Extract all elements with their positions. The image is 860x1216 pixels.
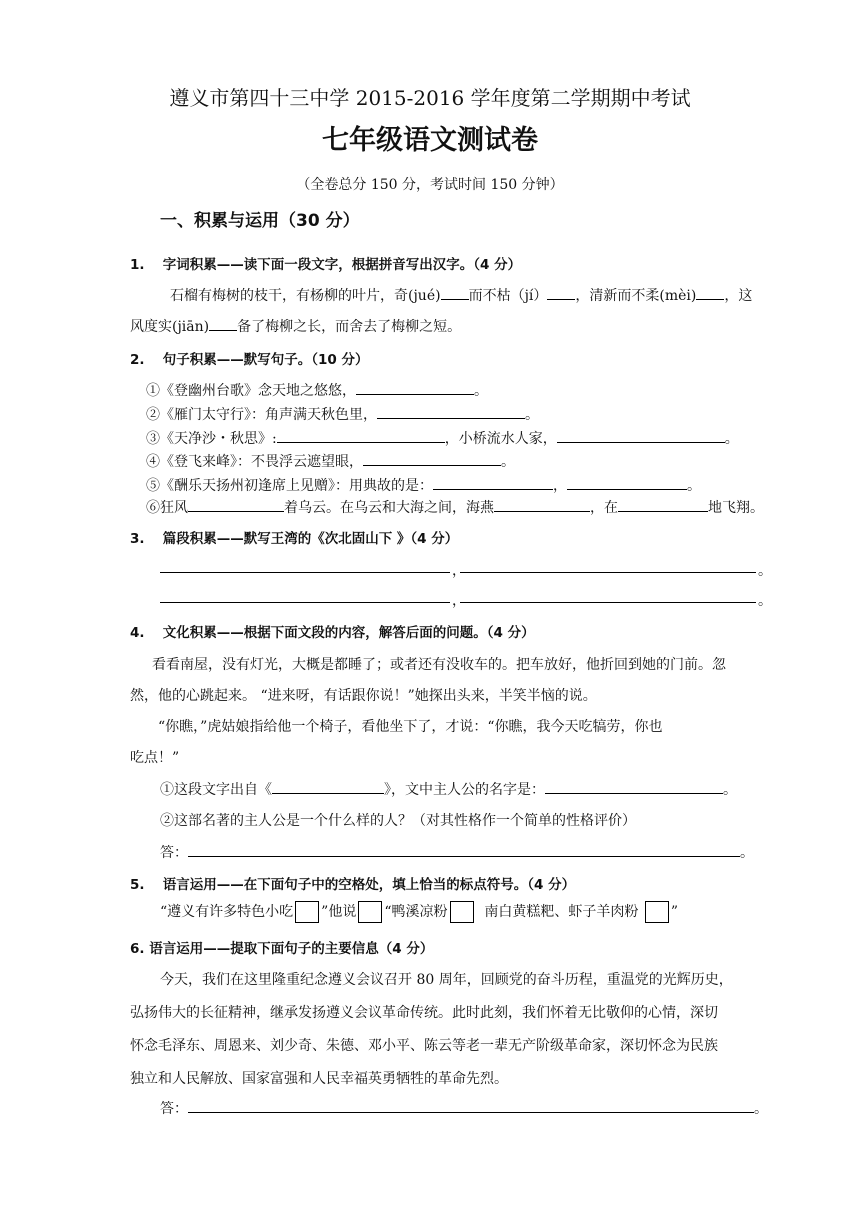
q1-text-d: ，这 — [724, 288, 753, 304]
q1-text-c: ，清新而不柔(mèi) — [575, 288, 697, 304]
answer-blank[interactable] — [545, 779, 723, 794]
answer-blank[interactable] — [567, 475, 687, 490]
q4-sub-2: ②这部名著的主人公是一个什么样的人？（对其性格作一个简单的性格评价） — [160, 813, 636, 829]
answer-line[interactable] — [460, 572, 756, 573]
q2-line-1 — [146, 380, 488, 400]
answer-blank[interactable] — [441, 285, 469, 300]
punctuation-box[interactable] — [358, 901, 382, 923]
answer-blank[interactable] — [272, 779, 384, 794]
answer-blank[interactable] — [188, 1098, 754, 1113]
q2-l3-text-a: ③《天净沙・秋思》: — [146, 431, 277, 447]
q4-passage-line: 吃点！” — [130, 750, 180, 766]
q2-l2-end: 。 — [525, 407, 539, 423]
q6-answer-end: 。 — [754, 1101, 768, 1117]
q5-text-b: ”他说 — [321, 904, 357, 920]
answer-label: 答： — [160, 845, 188, 861]
answer-blank[interactable] — [433, 475, 553, 490]
q2-line-4 — [146, 451, 515, 471]
answer-blank[interactable] — [618, 497, 708, 512]
question-1-title: 1. 字词积累——读下面一段文字，根据拼音写出汉字。（4 分） — [130, 257, 522, 273]
answer-blank[interactable] — [547, 285, 575, 300]
answer-line[interactable] — [160, 602, 450, 603]
punctuation-box[interactable] — [295, 901, 319, 923]
q4-passage-line: “你瞧，”虎姑娘指给他一个椅子，看他坐下了，才说：“你瞧，我今天吃犒劳，你也 — [158, 719, 663, 735]
answer-blank[interactable] — [696, 285, 724, 300]
q6-answer — [160, 1098, 768, 1118]
q2-l1-text: ①《登幽州台歌》念天地之悠悠， — [146, 383, 356, 399]
q1-text-b: 而不枯（jí） — [468, 288, 548, 304]
q4-passage-line: 看看南屋，没有灯光，大概是都睡了；或者还有没收车的。把车放好，他折回到她的门前。忽 — [152, 657, 726, 673]
answer-blank[interactable] — [188, 497, 284, 512]
q4-passage-line: 然，他的心跳起来。 “进来呀，有话跟你说！”她探出头来，半笑半恼的说。 — [130, 688, 597, 704]
punctuation-box[interactable] — [645, 901, 669, 923]
q2-l6-text-d: 地飞翔。 — [708, 500, 764, 516]
q5-text-a: “遵义有许多特色小吃 — [160, 904, 294, 920]
q2-line-3 — [146, 428, 739, 448]
q2-line-2 — [146, 404, 539, 424]
q4-sub-1 — [160, 779, 737, 799]
q6-passage-line: 怀念毛泽东、周恩来、刘少奇、朱德、邓小平、陈云等老一辈无产阶级革命家，深切怀念为民族 — [130, 1038, 718, 1054]
answer-blank[interactable] — [209, 316, 237, 331]
question-2-title: 2. 句子积累——默写句子。（10 分） — [130, 352, 369, 368]
q2-line-6 — [146, 497, 764, 517]
exam-info: （全卷总分 150 分，考试时间 150 分钟） — [296, 177, 564, 193]
q3-comma: ， — [452, 593, 466, 609]
q2-l6-text-b: 着乌云。在乌云和大海之间，海燕 — [284, 500, 494, 516]
question-4-title: 4. 文化积累——根据下面文段的内容，解答后面的问题。（4 分） — [130, 625, 535, 641]
q3-comma: ， — [452, 563, 466, 579]
q6-passage-line: 独立和人民解放、国家富强和人民幸福英勇牺牲的革命先烈。 — [130, 1071, 508, 1087]
q4-sub1-text-a: ①这段文字出自《 — [160, 782, 272, 798]
answer-line[interactable] — [160, 572, 450, 573]
question-5-title: 5. 语言运用——在下面句子中的空格处，填上恰当的标点符号。（4 分） — [130, 877, 576, 893]
question-1-line-2 — [130, 316, 461, 336]
q4-answer-end: 。 — [740, 845, 754, 861]
q5-sentence — [160, 899, 678, 925]
q6-passage-line: 今天，我们在这里隆重纪念遵义会议召开 80 周年，回顾党的奋斗历程，重温党的光辉历史， — [160, 972, 733, 988]
q2-l6-text-a: ⑥狂风 — [146, 500, 188, 516]
answer-blank[interactable] — [356, 380, 474, 395]
q2-l5-comma: ， — [553, 478, 567, 494]
q1-text-e: 风度实(jiān) — [130, 319, 210, 335]
question-1-line-1 — [170, 285, 752, 305]
answer-blank[interactable] — [557, 428, 725, 443]
q4-sub1-end: 。 — [723, 782, 737, 798]
q1-text-a: 石榴有梅树的枝干，有杨柳的叶片，奇(jué) — [170, 288, 441, 304]
section-heading: 一、积累与运用（30 分） — [160, 211, 360, 231]
punctuation-box[interactable] — [450, 901, 474, 923]
q2-l5-end: 。 — [687, 478, 701, 494]
q4-answer — [160, 842, 754, 862]
q2-l3-text-b: ，小桥流水人家， — [444, 431, 557, 447]
q4-sub1-text-b: 》，文中主人公的名字是： — [384, 782, 545, 798]
paper-title: 七年级语文测试卷 — [322, 125, 538, 156]
answer-blank[interactable] — [377, 404, 525, 419]
answer-line[interactable] — [460, 602, 756, 603]
answer-blank[interactable] — [277, 428, 445, 443]
q5-text-e: ” — [670, 904, 679, 920]
question-3-title: 3. 篇段积累——默写王湾的《次北固山下 》（4 分） — [130, 531, 459, 547]
answer-label: 答： — [160, 1101, 188, 1117]
q2-l4-end: 。 — [501, 454, 515, 470]
q2-l4-text: ④《登飞来峰》：不畏浮云遮望眼， — [146, 454, 363, 470]
answer-blank[interactable] — [363, 451, 501, 466]
q3-end: 。 — [758, 593, 772, 609]
question-6-title: 6. 语言运用——提取下面句子的主要信息（4 分） — [130, 941, 434, 957]
q5-text-c: “鸭溪凉粉 — [384, 904, 448, 920]
q2-l6-text-c: ，在 — [590, 500, 618, 516]
answer-blank[interactable] — [188, 842, 740, 857]
q5-text-d: 南白黄糕粑、虾子羊肉粉 — [484, 904, 639, 920]
q2-l1-end: 。 — [474, 383, 488, 399]
q1-text-f: 备了梅柳之长，而舍去了梅柳之短。 — [237, 319, 462, 335]
answer-blank[interactable] — [494, 497, 590, 512]
q2-line-5 — [146, 475, 701, 495]
school-title: 遵义市第四十三中学 2015-2016 学年度第二学期期中考试 — [169, 86, 691, 110]
q3-end: 。 — [758, 563, 772, 579]
q2-l2-text: ②《雁门太守行》：角声满天秋色里， — [146, 407, 377, 423]
q2-l3-end: 。 — [724, 431, 739, 447]
q2-l5-text: ⑤《酬乐天扬州初逢席上见赠》：用典故的是： — [146, 478, 433, 494]
q6-passage-line: 弘扬伟大的长征精神，继承发扬遵义会议革命传统。此时此刻，我们怀着无比敬仰的心情，深切 — [130, 1005, 718, 1021]
